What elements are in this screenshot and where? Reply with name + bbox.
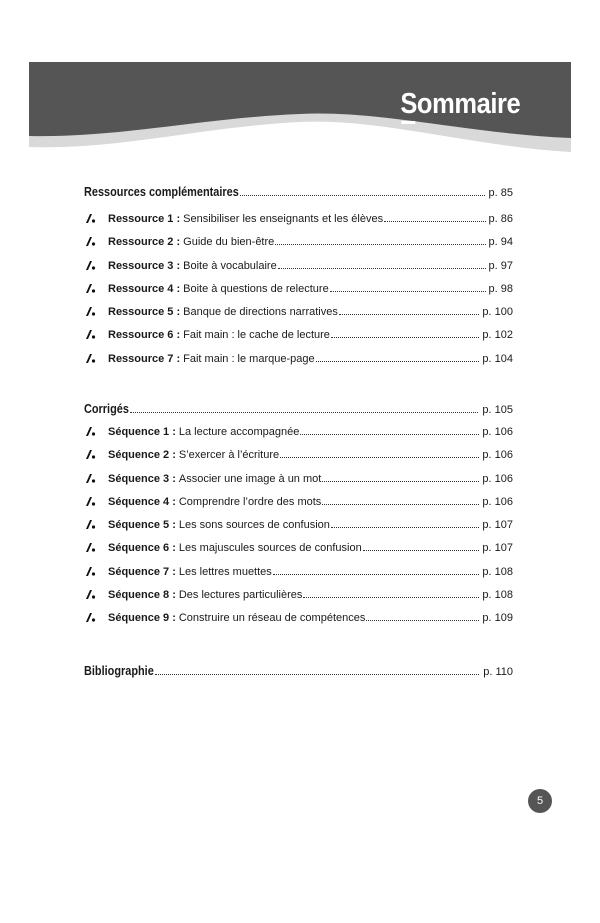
entry-text: Construire un réseau de compétences [178,612,366,625]
toc-section-corriges [84,401,513,635]
entry-page: p. 86 [488,213,513,225]
toc-entry[interactable] [84,588,513,611]
toc-entry[interactable] [84,472,513,495]
leader-dots [331,526,480,528]
toc-entry[interactable] [84,235,513,258]
pencil-bullet-icon [84,472,108,482]
toc-entry[interactable] [84,565,513,588]
page-number: 5 [536,795,544,807]
leader-dots [316,360,480,362]
toc-entry[interactable] [84,541,513,564]
entry-label: Ressource 4 : [108,282,181,295]
toc-entry[interactable] [84,305,513,328]
pencil-bullet-icon [84,448,108,458]
entry-text: Comprendre l’ordre des mots [178,495,322,508]
leader-dots [331,336,480,338]
entry-list [84,212,513,375]
leader-dots [130,411,478,413]
entry-page: p. 106 [482,449,513,462]
pencil-bullet-icon [84,565,108,575]
pencil-bullet-icon [84,495,108,505]
section-heading[interactable] [84,184,513,204]
entry-text: Les sons sources de confusion [178,519,330,532]
entry-page: p. 108 [482,565,513,578]
banner-wave [0,0,600,165]
toc-section-ressources [84,184,513,375]
entry-label: Séquence 4 : [108,495,176,508]
section-title: Ressources complémentaires [84,184,239,199]
pencil-bullet-icon [84,352,108,362]
leader-dots [273,573,480,575]
toc-entry[interactable] [84,212,513,235]
entry-text: Les lettres muettes [178,565,272,578]
entry-page: p. 106 [482,495,513,508]
entry-label: Ressource 1 : [108,213,181,225]
entry-label: Ressource 5 : [108,306,181,319]
entry-text: Fait main : le marque-page [183,352,315,365]
entry-page: p. 107 [482,519,513,532]
entry-label: Séquence 7 : [108,565,176,578]
toc-entry[interactable] [84,352,513,375]
entry-page: p. 94 [488,236,513,249]
entry-text: La lecture accompagnée [178,426,300,438]
toc-entry[interactable] [84,495,513,518]
pencil-bullet-icon [84,611,108,621]
pencil-bullet-icon [84,212,108,222]
leader-dots [240,194,484,196]
pencil-bullet-icon [84,328,108,338]
entry-text: Boite à vocabulaire [183,259,277,272]
entry-label: Séquence 9 : [108,612,176,625]
toc-entry[interactable] [84,448,513,471]
leader-dots [155,673,479,675]
header-banner [0,0,600,165]
leader-dots [322,480,479,482]
entry-label: Ressource 3 : [108,259,181,272]
entry-label: Séquence 3 : [108,472,176,485]
section-title: Bibliographie [84,663,154,678]
entry-label: Ressource 2 : [108,236,181,249]
entry-text: Guide du bien-être [183,236,275,249]
leader-dots [303,596,479,598]
entry-text: Fait main : le cache de lecture [183,329,330,342]
pencil-bullet-icon [84,541,108,551]
entry-label: Ressource 7 : [108,352,181,365]
toc-entry[interactable] [84,282,513,305]
toc-entry[interactable] [84,259,513,282]
leader-dots [366,619,479,621]
entry-page: p. 106 [482,426,513,438]
entry-page: p. 108 [482,589,513,602]
entry-text: S’exercer à l’écriture [178,449,280,462]
pencil-bullet-icon [84,235,108,245]
leader-dots [322,503,479,505]
entry-text: Des lectures particulières [178,589,303,602]
pencil-bullet-icon [84,518,108,528]
entry-text: Sensibiliser les enseignants et les élèves [183,213,384,225]
leader-dots [384,220,485,222]
entry-label: Séquence 6 : [108,542,176,555]
entry-page: p. 102 [482,329,513,342]
pencil-bullet-icon [84,259,108,269]
entry-label: Séquence 5 : [108,519,176,532]
entry-label: Séquence 2 : [108,449,176,462]
section-page: p. 110 [483,666,513,678]
entry-page: p. 98 [488,282,513,295]
leader-dots [363,549,480,551]
entry-text: Banque de directions narratives [183,306,338,319]
section-heading[interactable] [84,401,513,421]
entry-page: p. 104 [482,352,513,365]
entry-page: p. 97 [488,259,513,272]
section-title: Corrigés [84,401,129,416]
entry-label: Ressource 6 : [108,329,181,342]
entry-text: Les majuscules sources de confusion [178,542,362,555]
leader-dots [278,267,486,269]
entry-list [84,425,513,635]
entry-label: Séquence 8 : [108,589,176,602]
leader-dots [280,456,479,458]
section-page: p. 105 [482,404,513,416]
pencil-bullet-icon [84,282,108,292]
toc-entry[interactable] [84,518,513,541]
pencil-bullet-icon [84,305,108,315]
section-page: p. 85 [488,187,513,199]
leader-dots [300,433,479,435]
page-number-badge [528,789,552,813]
toc-entry[interactable] [84,611,513,634]
entry-page: p. 107 [482,542,513,555]
toc-entry[interactable] [84,328,513,351]
toc-section-bibliographie [84,663,513,683]
pencil-bullet-icon [84,425,108,435]
page-title: Sommaire [400,88,520,121]
leader-dots [330,290,486,292]
toc-entry[interactable] [84,425,513,448]
entry-label: Séquence 1 : [108,426,176,438]
leader-dots [339,313,480,315]
entry-page: p. 109 [482,612,513,625]
section-heading[interactable] [84,663,513,683]
entry-page: p. 100 [482,306,513,319]
pencil-bullet-icon [84,588,108,598]
entry-text: Boite à questions de relecture [183,282,329,295]
entry-page: p. 106 [482,472,513,485]
entry-text: Associer une image à un mot [178,472,322,485]
leader-dots [275,243,485,245]
